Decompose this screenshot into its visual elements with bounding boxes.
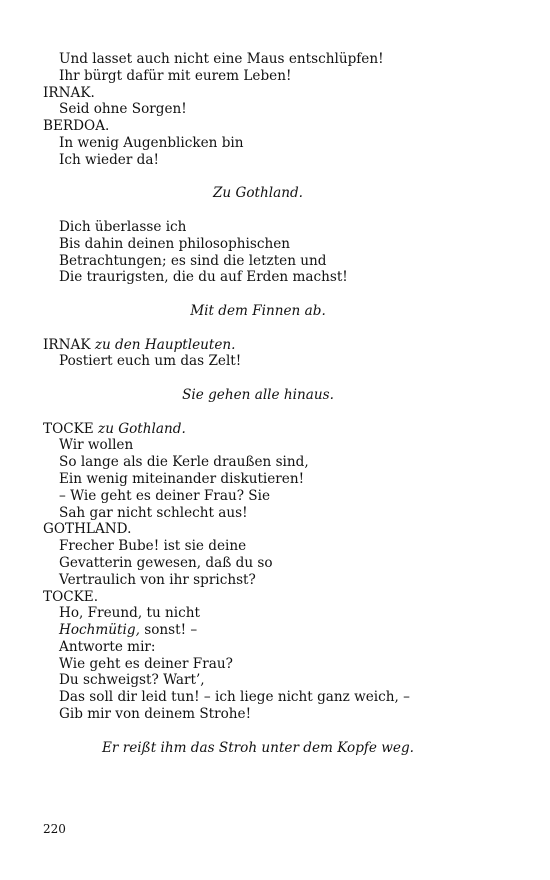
blank-line [43,320,523,337]
speaker-name: GOTHLAND. [43,521,132,538]
verse-line: Postiert euch um das Zelt! [59,353,242,370]
stage-direction: Mit dem Finnen ab. [190,302,326,319]
stage-direction: Er reißt ihm das Stroh unter dem Kopfe weg. [101,739,415,756]
italic-word: Hochmütig, [59,622,140,639]
verse-line: Die traurigsten, die du auf Erden machst! [59,269,348,286]
stage-direction-inline: zu Gothland. [98,420,186,437]
speaker-name: TOCKE [43,420,94,437]
verse-line: Das soll dir leid tun! – ich liege nicht ganz weich, – [59,689,410,706]
verse-line: Wie geht es deiner Frau? [59,655,233,672]
verse-line: Wir wollen [59,437,134,454]
speaker-with-direction [43,421,523,438]
verse-line: Vertraulich von ihr sprichst? [59,571,256,588]
play-text [43,51,523,756]
verse-line: Antworte mir: [59,638,156,655]
blank-line [43,404,523,421]
verse-line: Ich wieder da! [59,151,159,168]
verse-line: Sah gar nicht schlecht aus! [59,504,248,521]
blank-line [43,202,523,219]
verse-line: Und lasset auch nicht eine Maus entschlüpfen! [59,51,384,67]
blank-line [43,370,523,387]
verse-line [43,622,523,639]
stage-direction-inline: zu den Hauptleuten. [94,336,236,353]
verse-text: sonst! – [139,622,198,639]
stage-direction: Sie gehen alle hinaus. [182,386,334,403]
verse-line: Betrachtungen; es sind die letzten und [59,252,327,269]
verse-line: Ihr bürgt dafür mit eurem Leben! [59,67,292,84]
verse-line: Seid ohne Sorgen! [59,101,187,118]
verse-line: – Wie geht es deiner Frau? Sie [59,487,271,504]
verse-line: Gevatterin gewesen, daß du so [59,554,273,571]
speaker-with-direction [43,337,523,354]
stage-direction: Zu Gothland. [212,185,303,202]
blank-line [43,723,523,740]
verse-line: In wenig Augenblicken bin [59,134,244,151]
verse-line: Bis dahin deinen philosophischen [59,235,291,252]
verse-line: Du schweigst? Wart’, [59,672,205,689]
speaker-name: TOCKE. [43,588,99,605]
speaker-name: IRNAK [43,336,91,353]
verse-line: Gib mir von deinem Strohe! [59,706,252,723]
verse-line: Ein wenig miteinander diskutieren! [59,470,305,487]
blank-line [43,286,523,303]
verse-line: Frecher Bube! ist sie deine [59,538,247,555]
speaker-name: IRNAK. [43,84,95,101]
blank-line [43,169,523,186]
verse-line: Ho, Freund, tu nicht [59,605,200,622]
page-number: 220 [43,822,66,836]
speaker-name: BERDOA. [43,118,110,135]
verse-line: Dich überlasse ich [59,218,187,235]
verse-line: So lange als die Kerle draußen sind, [59,454,309,471]
